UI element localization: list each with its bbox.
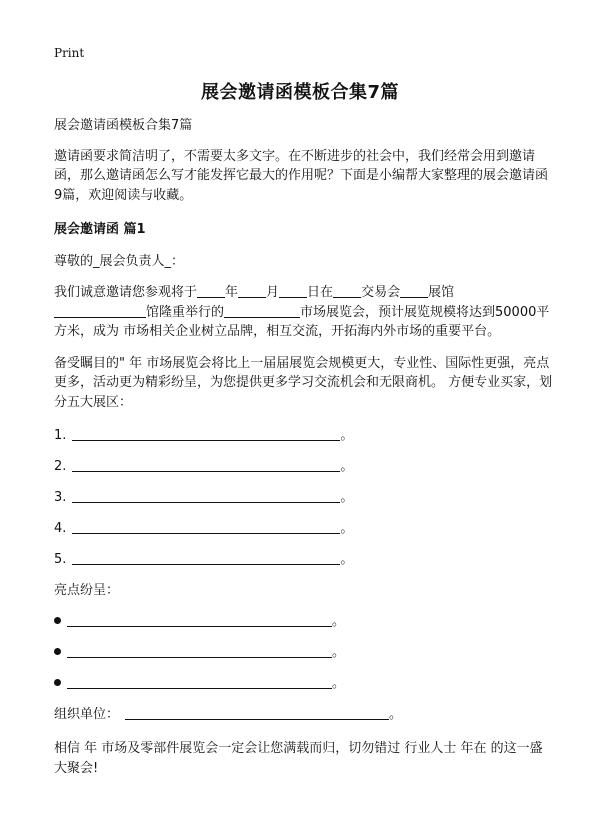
blank-line bbox=[400, 283, 428, 298]
blank-line bbox=[125, 705, 389, 720]
greeting-line: 尊敬的_展会负责人_： bbox=[54, 253, 185, 269]
blank-line bbox=[224, 303, 300, 318]
blank-line bbox=[72, 488, 340, 503]
blank-line bbox=[72, 457, 340, 472]
blank-line bbox=[72, 550, 340, 565]
zone-item bbox=[54, 550, 554, 570]
bullet-icon bbox=[54, 617, 61, 624]
zone-end: 。 bbox=[340, 490, 354, 505]
section-heading: 展会邀请函 篇1 bbox=[54, 222, 146, 237]
invite-text-5: 交易会 bbox=[361, 285, 401, 300]
invite-text-2: 年 bbox=[225, 285, 239, 300]
invite-text-4: 日在 bbox=[307, 285, 334, 300]
blank-line bbox=[238, 283, 266, 298]
blank-line bbox=[54, 303, 146, 318]
zone-end: 。 bbox=[340, 428, 354, 443]
zone-item bbox=[54, 519, 554, 539]
invite-text-8: 市场展览会，预计展览规模将达到50000平方米，成为 市场相关企业树立品牌，相互交流，开拓海内外市场的重要平台。 bbox=[54, 304, 550, 339]
blank-line bbox=[333, 283, 361, 298]
blank-line bbox=[67, 612, 332, 627]
highlight-item bbox=[54, 674, 554, 694]
zone-item bbox=[54, 457, 554, 477]
highlight-item bbox=[54, 643, 554, 663]
bullet-icon bbox=[54, 679, 61, 686]
zone-item bbox=[54, 488, 554, 508]
zone-number: 3. bbox=[54, 490, 67, 505]
highlights-title: 亮点纷呈： bbox=[54, 583, 120, 598]
zone-list bbox=[54, 426, 554, 570]
preview-paragraph: 备受瞩目的" 年 市场展览会将比上一届届展览会规模更大，专业性、国际性更强，亮点更多，活动更为精彩纷呈，为您提供更多学习交流机会和无限商机。 方便专业买家，划分五大展区： bbox=[54, 355, 553, 410]
zone-number: 2. bbox=[54, 459, 67, 474]
document-body bbox=[54, 116, 554, 778]
highlight-end: 。 bbox=[332, 613, 346, 629]
highlights-list bbox=[54, 612, 554, 694]
organizer-line bbox=[54, 705, 554, 725]
zone-end: 。 bbox=[340, 521, 354, 536]
blank-line bbox=[67, 674, 332, 689]
blank-line bbox=[67, 643, 332, 658]
print-link[interactable]: Print bbox=[54, 46, 85, 60]
invite-text-3: 月 bbox=[266, 285, 280, 300]
invite-text-1: 我们诚意邀请您参观将于 bbox=[54, 285, 198, 300]
invite-text-7: 馆隆重举行的 bbox=[146, 304, 225, 320]
blank-line bbox=[72, 426, 340, 441]
highlight-item bbox=[54, 612, 554, 632]
blank-line bbox=[279, 283, 307, 298]
blank-line bbox=[197, 283, 225, 298]
highlight-end: 。 bbox=[332, 675, 346, 691]
zone-number: 1. bbox=[54, 428, 67, 443]
zone-end: 。 bbox=[340, 552, 354, 567]
zone-number: 5. bbox=[54, 552, 67, 567]
bullet-icon bbox=[54, 648, 61, 655]
zone-item bbox=[54, 426, 554, 446]
organizer-label: 组织单位： bbox=[54, 706, 120, 722]
document-title: 展会邀请函模板合集7篇 bbox=[200, 82, 400, 103]
blank-line bbox=[72, 519, 340, 534]
document-subtitle: 展会邀请函模板合集7篇 bbox=[54, 118, 193, 133]
invitation-paragraph bbox=[54, 283, 554, 342]
highlight-end: 。 bbox=[332, 644, 346, 660]
organizer-end: 。 bbox=[389, 706, 403, 722]
zone-end: 。 bbox=[340, 459, 354, 474]
zone-number: 4. bbox=[54, 521, 67, 536]
invite-text-6: 展馆 bbox=[428, 285, 455, 300]
intro-paragraph: 邀请函要求简洁明了，不需要太多文字。在不断进步的社会中，我们经常会用到邀请函，那么邀请函怎么写才能发挥它最大的作用呢？下面是小编帮大家整理的展会邀请函9篇，欢迎阅读与收藏。 bbox=[54, 148, 549, 203]
closing-paragraph: 相信 年 市场及零部件展览会一定会让您满载而归，切勿错过 行业人士 年在 的这一盛大聚会! bbox=[54, 741, 543, 776]
